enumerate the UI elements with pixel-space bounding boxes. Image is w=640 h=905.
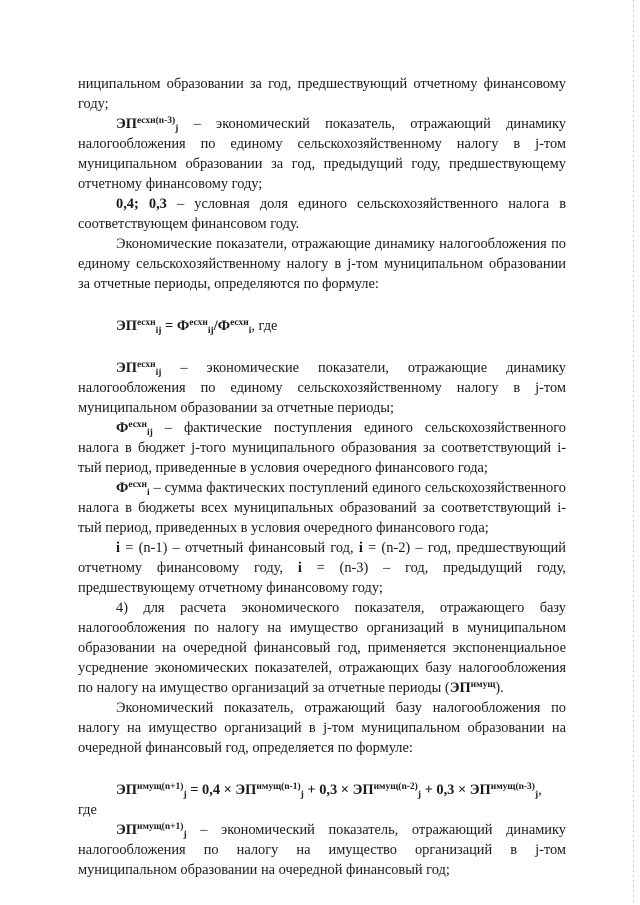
paragraph-continuation: ниципальном образовании за год, предшествующий отчетному финансовому году; xyxy=(78,76,566,112)
definition-shares: 0,4; 0,3 – условная доля единого сельскохозяйственного налога в соответствующем финансовом году. xyxy=(78,196,566,232)
page-edge-decoration xyxy=(633,0,634,905)
paragraph-economic-indicators: Экономические показатели, отражающие динамику налогообложения по единому сельскохозяйственному налогу в j-том муниципальном образовании за отчетные периоды, определяются по формуле: xyxy=(78,236,566,292)
paragraph-item-4: 4) для расчета экономического показателя, отражающего базу налогообложения по налогу на имущество организаций в муниципальном образовании на очередной финансовый год, применяется экспоненциальное усреднение экономических показателей, отражающих базу налогообложения по налогу на имущество организаций за отчетные периоды $(ЭП^{имущ})$. xyxy=(78,600,566,696)
where-label: где xyxy=(78,802,97,818)
definition-f-eskhn-i: $Ф^{есхн}_i$ – сумма фактических поступлений единого сельскохозяйственного налога в бюджеты всех муниципальных образований за соответствующий i-тый период, приведенных в условия очередного финансового года; xyxy=(78,480,566,536)
definition-ep-imush-n1: $ЭП^{имущ(n+1)}_j$ – экономический показатель, отражающий динамику налогообложения по налогу на имущество организаций в j-том муниципальном образовании на очередной финансовый год; xyxy=(78,822,566,878)
definition-f-eskhn-ij: $Ф^{есхн}_{ij}$ – фактические поступления единого сельскохозяйственного налога в бюджет j-того муниципального образования за соответствующий i-тый период, приведенные в условия очередного финансового года; xyxy=(78,420,566,476)
definition-periods: i = (n-1) – отчетный финансовый год, i = (n-2) – год, предшествующий отчетному финансовому году, i = (n-3) – год, предыдущий году, предшествующему отчетному финансовому году; xyxy=(78,540,566,596)
text-column xyxy=(78,74,566,880)
paragraph-property-indicator: Экономический показатель, отражающий базу налогообложения по налогу на имущество организаций в j-том муниципальном образовании на очередной финансовый год, определяется по формуле: xyxy=(78,700,566,756)
definition-ep-eskhn-ij: $ЭП^{есхн}_{ij}$ – экономические показатели, отражающие динамику налогообложения по единому сельскохозяйственному налогу в j-том муниципальном образовании за отчетные периоды; xyxy=(78,360,566,416)
formula-ep-eskhn: $ЭП^{есхн}_{ij} = Ф^{есхн}_{ij}/Ф^{есхн}_i$, где xyxy=(116,318,278,336)
formula-ep-imush: $ЭП^{имущ(n+1)}_j = 0,4 \times ЭП^{имущ(n-1)}_j + 0,3 \times ЭП^{имущ(n-2)}_j + 0,3 \times ЭП^{имущ(n-3)}_j$, xyxy=(116,782,542,800)
definition-ep-eskhn-n3: $ЭП^{есхн(n-3)}_j$ – экономический показатель, отражающий динамику налогообложения по единому сельскохозяйственному налогу в j-том муниципальном образовании за год, предыдущий году, предшествующему отчетному финансовому году; xyxy=(78,116,566,192)
